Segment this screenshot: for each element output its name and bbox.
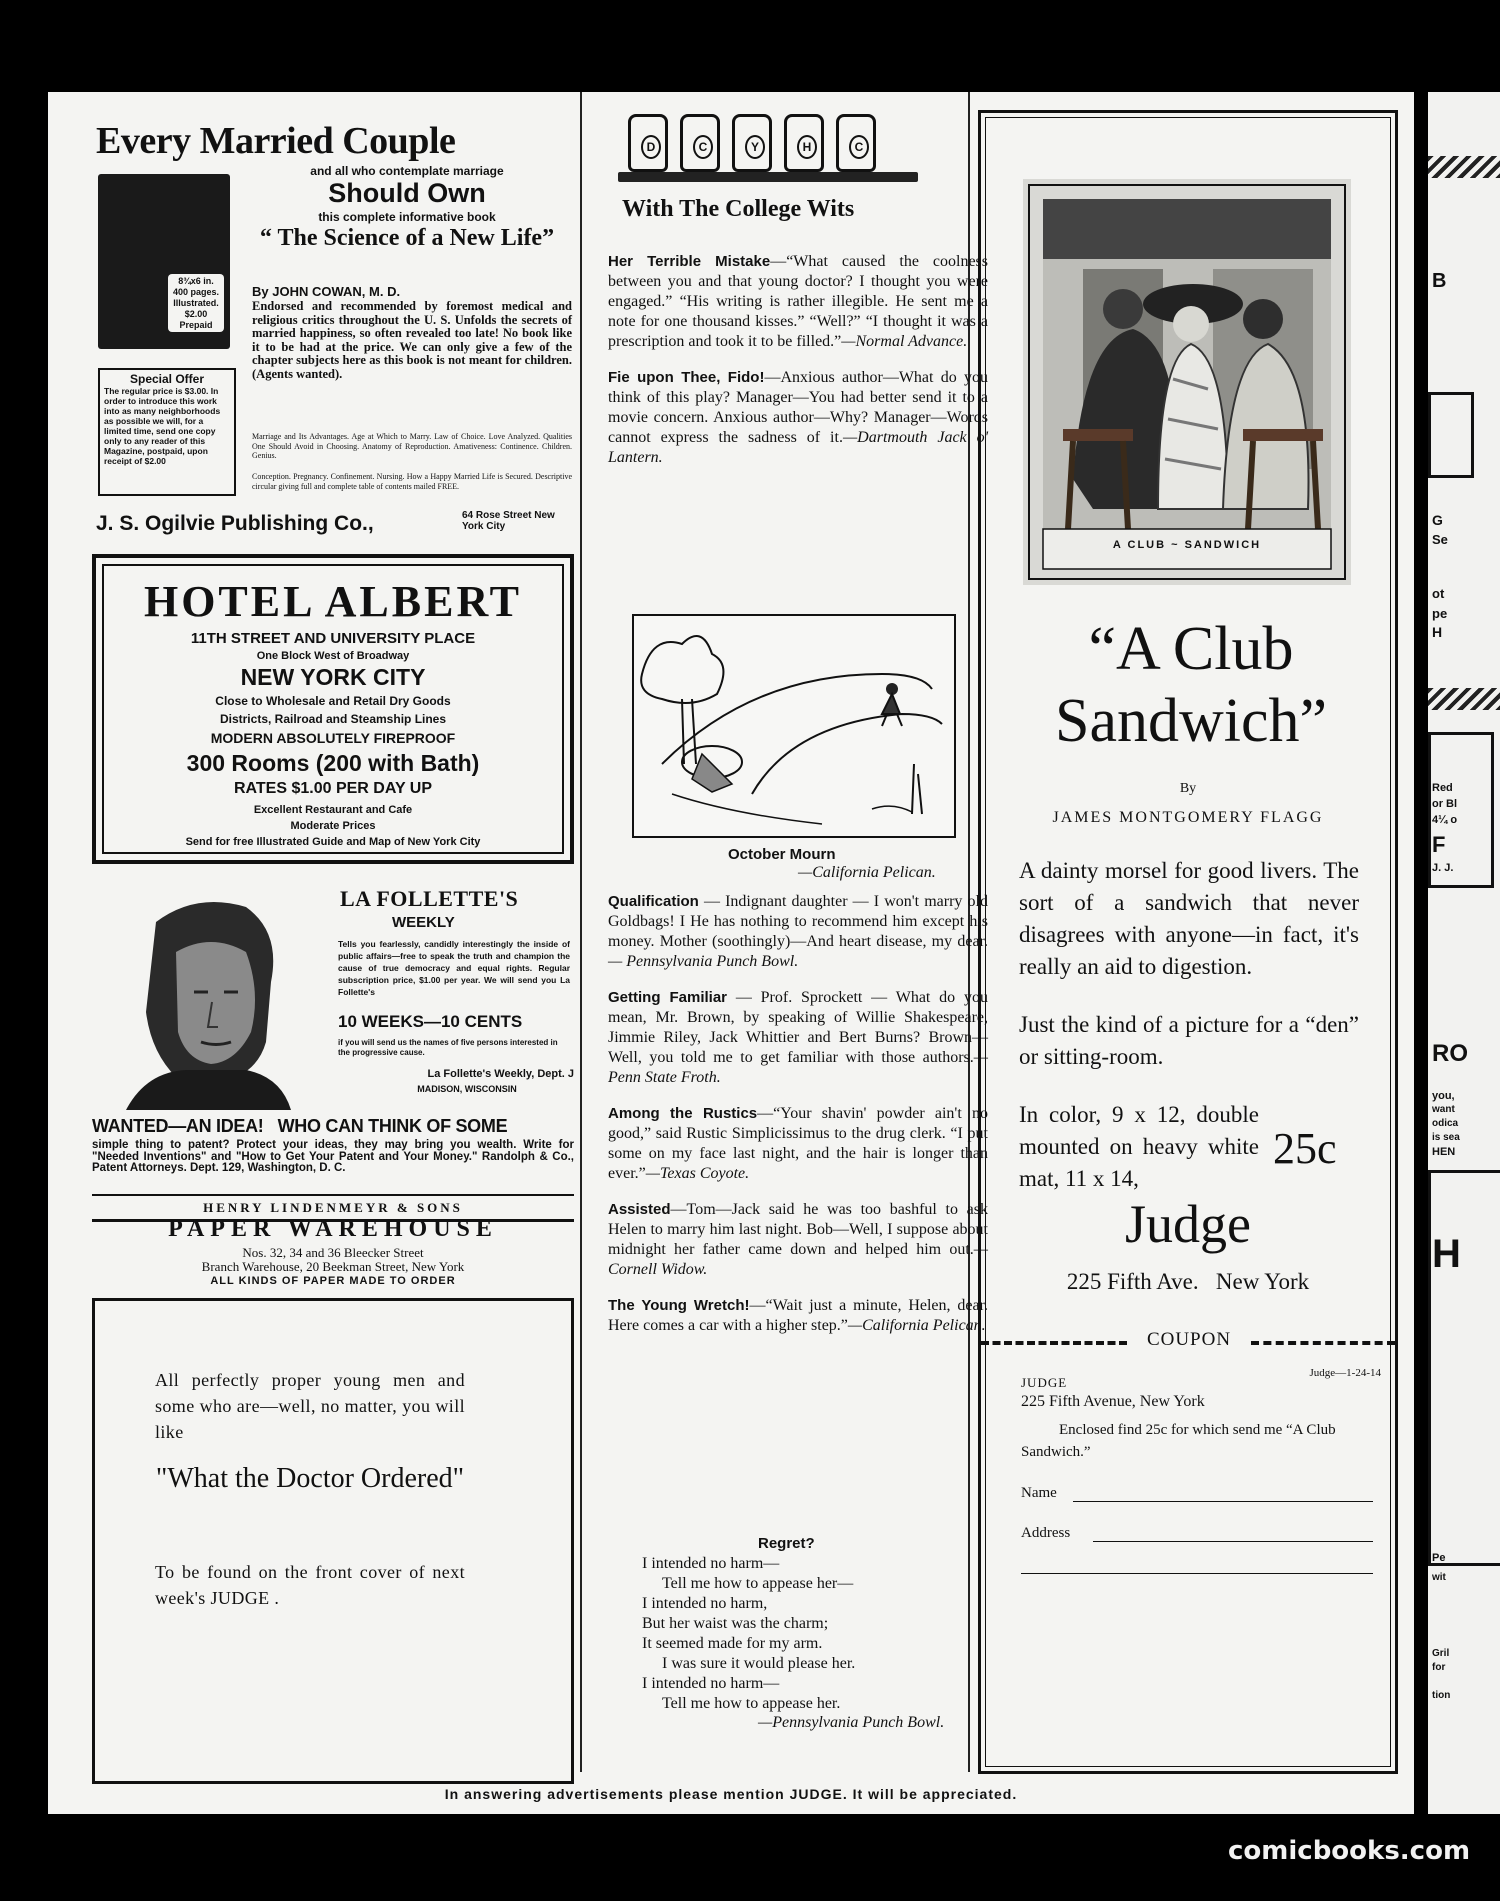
club-sandwich-picture (1023, 179, 1351, 585)
address-field-line2[interactable] (1021, 1573, 1373, 1574)
ogilvie-address: 64 Rose Street New York City (462, 510, 555, 532)
judge-name: Judge (1125, 1194, 1251, 1254)
lafollette-portrait (116, 892, 296, 1110)
doctor-title: "What the Doctor Ordered" (155, 1463, 465, 1494)
hotel-fireproof: MODERN ABSOLUTELY FIREPROOF (210, 730, 456, 746)
poem-line-2: Tell me how to appease her— (662, 1575, 854, 1592)
hotel-guide: Send for free Illustrated Guide and Map of New York City (185, 836, 481, 848)
picture-label: A CLUB ~ SANDWICH (1112, 539, 1262, 551)
poem-line-3: I intended no harm, (642, 1595, 768, 1612)
paper-line5: ALL KINDS OF PAPER MADE TO ORDER (210, 1275, 456, 1287)
coupon-code: Judge—1-24-14 (1309, 1367, 1381, 1379)
lafollette-subtitle: WEEKLY (392, 914, 455, 931)
doctor-ordered-ad (92, 1298, 574, 1784)
strip-text-23: tion (1432, 1690, 1451, 1701)
wits-title: With The College Wits (622, 196, 855, 222)
doctor-outro: To be found on the front cover of next week's JUDGE . (155, 1562, 465, 1608)
special-offer-box (98, 368, 236, 496)
strip-text-16: is sea (1432, 1132, 1460, 1143)
strip-text-3: Se (1432, 532, 1448, 547)
coupon-text: Enclosed find 25c for which send me “A Club Sandwich.” (1021, 1422, 1336, 1460)
strip-text-10: F (1432, 832, 1446, 857)
adjacent-page-strip (1428, 92, 1500, 1814)
patent-body: simple thing to patent? Protect your ideas, they may bring you wealth. Write for "Needed Inventions" and "How to Get Your Patent and Your Money." Randolph & Co., Patent Attorneys. Dept. 129, Washington, D. C. (92, 1139, 574, 1174)
hotel-restaurant: Excellent Restaurant and Cafe (253, 804, 413, 816)
strip-text-12: RO (1432, 1040, 1468, 1067)
strip-ornament-1 (1428, 156, 1500, 178)
hotel-block: One Block West of Broadway (256, 650, 410, 662)
ogilvie-line3: Should Own (328, 178, 486, 208)
joke-7: The Young Wretch!—“Wait just a minute, Helen, dear. Here comes a car with a higher step.”—California Pelican. (608, 1297, 989, 1334)
strip-text-11: J. J. (1432, 862, 1454, 874)
strip-box-1 (1428, 392, 1474, 478)
coupon-dashes-left (981, 1341, 1127, 1345)
club-sandwich-illustration (1023, 179, 1351, 585)
strip-text-14: want (1432, 1104, 1455, 1115)
hotel-albert-ad (92, 554, 574, 864)
wits-text-2 (608, 892, 988, 1352)
jar-1: D (628, 114, 668, 172)
hotel-close1: Close to Wholesale and Retail Dry Goods (215, 694, 451, 708)
lafollette-city: MADISON, WISCONSIN (417, 1084, 517, 1094)
coupon-label: COUPON (1146, 1329, 1232, 1350)
hotel-city: NEW YORK CITY (240, 664, 426, 690)
judge-desc1: A dainty morsel for good livers. The sort of a sandwich that never disagrees with anyone—in fact, it's really an aid to digestion. (1019, 858, 1359, 979)
watermark: comicbooks.com (1228, 1836, 1471, 1866)
jar-3: Y (732, 114, 772, 172)
patent-headline: WANTED—AN IDEA! WHO CAN THINK OF SOME (92, 1116, 508, 1136)
poem-line-6: I was sure it would please her. (662, 1655, 856, 1672)
hotel-name: HOTEL ALBERT (143, 577, 523, 626)
poem-title: Regret? (758, 1535, 815, 1552)
cartoon-caption: October Mourn (728, 846, 836, 863)
address-label: Address (1021, 1525, 1071, 1541)
name-label: Name (1021, 1485, 1057, 1501)
strip-text-1: B (1432, 270, 1447, 292)
special-offer-title: Special Offer (129, 372, 205, 386)
ogilvie-author: By JOHN COWAN, M. D. (252, 284, 401, 299)
coupon-addr: 225 Fifth Avenue, New York (1021, 1393, 1205, 1410)
judge-artist: JAMES MONTGOMERY FLAGG (1052, 809, 1324, 826)
judge-by: By (1179, 781, 1197, 796)
shelf (618, 172, 918, 182)
poem-line-7: I intended no harm— (642, 1675, 780, 1692)
poem-line-1: I intended no harm— (642, 1555, 780, 1572)
judge-address: 225 Fifth Ave. New York (1066, 1269, 1310, 1294)
strip-text-13: you, (1432, 1090, 1455, 1102)
strip-text-7: Red (1432, 782, 1453, 794)
column-rule-1 (580, 92, 582, 1772)
paper-line3: Nos. 32, 34 and 36 Bleecker Street (242, 1245, 424, 1260)
strip-text-20: wit (1432, 1572, 1446, 1583)
ogilvie-ad (92, 120, 574, 540)
strip-text-19: Pe (1432, 1552, 1446, 1564)
strip-text-8: or Bl (1432, 798, 1458, 810)
ogilvie-publisher: J. S. Ogilvie Publishing Co., (96, 512, 374, 535)
ogilvie-line4: this complete informative book (318, 210, 496, 224)
strip-text-15: odica (1432, 1118, 1459, 1129)
cartoon-source: —California Pelican. (798, 864, 936, 881)
special-offer-body: The regular price is $3.00. In order to introduce this work into as many neighborhoods as possible we will, for a limited time, send one copy only to any reader of this Magazine, postpaid, upon receipt of $2.00 (104, 386, 221, 466)
joke-4: Getting Familiar — Prof. Sprockett — What do you mean, Mr. Brown, by speaking of Willie Shakespeare, Jimmie Riley, Jack Whittier and Bert Burns? Brown—Well, you told me to get familiar with those authors.—Penn State Froth. (608, 989, 989, 1086)
ogilvie-headline: Every Married Couple (96, 120, 456, 162)
jar-4: H (784, 114, 824, 172)
hotel-rooms: 300 Rooms (200 with Bath) (186, 750, 480, 776)
lafollette-title: LA FOLLETTE'S (340, 886, 519, 911)
wits-header (618, 114, 978, 234)
judge-desc3: In color, 9 x 12, double mounted on heavy white mat, 11 x 14, (1019, 1102, 1259, 1191)
strip-text-4: ot (1432, 586, 1445, 601)
ogilvie-chapters: Marriage and Its Advantages. Age at Which to Marry. Law of Choice. Love Analyzed. Qualities One Should Avoid in Choosing. Anatomy of Reproduction. Amativeness: Continence. Children. Genius. (252, 432, 572, 460)
strip-text-9: 4¼ o (1432, 814, 1458, 826)
october-mourn-cartoon (632, 614, 956, 838)
strip-text-2: G (1432, 512, 1443, 528)
doctor-intro: All perfectly proper young men and some who are—well, no matter, you will like (155, 1370, 465, 1442)
address-field[interactable] (1093, 1541, 1373, 1542)
paper-line4: Branch Warehouse, 20 Beekman Street, New York (201, 1259, 465, 1274)
strip-text-22: for (1432, 1662, 1446, 1673)
ogilvie-line2: and all who contemplate marriage (310, 164, 504, 178)
strip-text-5: pe (1432, 606, 1448, 621)
magazine-page (48, 92, 1414, 1814)
strip-text-6: H (1432, 624, 1443, 640)
joke-5: Among the Rustics—“Your shavin' powder ain't no good,” said Rustic Simplicissimus to the drug clerk. “I put some on my face last night, and the hair is longer than ever.”—Texas Coyote. (608, 1105, 988, 1182)
coupon-to: JUDGE (1021, 1375, 1068, 1390)
jar-2: C (680, 114, 720, 172)
lafollette-body: Tells you fearlessly, candidly interestingly the inside of public affairs—free to speak the truth and champion the cause of true democracy and equal rights. Regular subscription price, $1.00 per year. We will send you La Follette's (338, 939, 570, 997)
lafollette-ad (92, 878, 574, 1222)
ogilvie-book-title: “ The Science of a New Life” (259, 225, 555, 251)
hotel-street: 11TH STREET AND UNIVERSITY PLACE (190, 630, 476, 647)
poem-source: —Pennsylvania Punch Bowl. (758, 1714, 945, 1731)
ogilvie-body: Endorsed and recommended by foremost medical and religious critics throughout the U. S. Unfolds the secrets of married happiness, so often revealed too late! No book like it to be had at the price. We can only give a few of the chapter subjects here as this book is not meant for children. (Agents wanted). (252, 299, 572, 381)
joke-2: Fie upon Thee, Fido!—Anxious author—What do you think of this play? Manager—You had better send it to a movie concern. Anxious author—Why? Manager—Words cannot express the sadness of it.—Dartmouth Jack o' Lantern. (608, 369, 988, 466)
lafollette-offer: 10 WEEKS—10 CENTS (338, 1012, 523, 1031)
poem-line-4: But her waist was the charm; (642, 1615, 829, 1632)
strip-text-17: HEN (1432, 1146, 1456, 1158)
wits-text-1 (608, 252, 988, 484)
poem (642, 1554, 962, 1714)
paper-line2: PAPER WAREHOUSE (168, 1216, 498, 1242)
poem-line-5: It seemed made for my arm. (642, 1635, 823, 1652)
joke-1: Her Terrible Mistake—“What caused the coolness between you and that young doctor? I thought you were engaged.” “His writing is rather illegible. He sent me a note for one thousand kisses.” “Well?” “I thought it was a prescription and took it to be filled.”—Normal Advance. (608, 253, 989, 350)
book-image (98, 174, 230, 349)
ogilvie-chapters2: Conception. Pregnancy. Confinement. Nursing. How a Happy Married Life is Secured. Descriptive circular giving full and complete table of contents mailed FREE. (252, 472, 572, 491)
name-field[interactable] (1073, 1501, 1373, 1502)
hotel-prices: Moderate Prices (290, 820, 376, 832)
joke-6: Assisted—Tom—Jack said he was too bashful to ask Helen to marry him last night. Bob—Well, I suppose about midnight her father came down and helped him out.—Cornell Widow. (608, 1201, 988, 1278)
footer-note: In answering advertisements please mention JUDGE. It will be appreciated. (444, 1786, 1018, 1802)
lafollette-names: if you will send us the names of five persons interested in the progressive cause. (338, 1038, 558, 1057)
joke-3: Qualification — Indignant daughter — I won't marry old Goldbags! I He has nothing to recommend him except his money. Mother (soothingly)—And heart disease, my dear. — Pennsylvania Punch Bowl. (608, 893, 988, 970)
strip-text-21: Gril (1432, 1648, 1450, 1659)
strip-box-3 (1428, 1170, 1500, 1566)
coupon-dashes-right (1251, 1341, 1395, 1345)
judge-title: “A Club Sandwich” (1054, 615, 1328, 755)
poem-line-8: Tell me how to appease her. (662, 1695, 841, 1712)
judge-price: 25c (1273, 1124, 1337, 1173)
strip-text-18: H (1432, 1232, 1461, 1276)
jar-5: C (836, 114, 876, 172)
lafollette-sig: La Follette's Weekly, Dept. J (427, 1068, 574, 1080)
judge-ad (978, 110, 1398, 1774)
book-label: 8¾x6 in. 400 pages. Illustrated. $2.00 Prepaid (172, 276, 220, 330)
hotel-close2: Districts, Railroad and Steamship Lines (219, 712, 447, 726)
judge-desc2: Just the kind of a picture for a “den” or sitting-room. (1019, 1012, 1359, 1069)
hotel-rates: RATES $1.00 PER DAY UP (233, 780, 432, 797)
strip-ornament-2 (1428, 688, 1500, 710)
paper-line1: HENRY LINDENMEYR & SONS (203, 1200, 463, 1215)
paper-rule (92, 1194, 574, 1196)
